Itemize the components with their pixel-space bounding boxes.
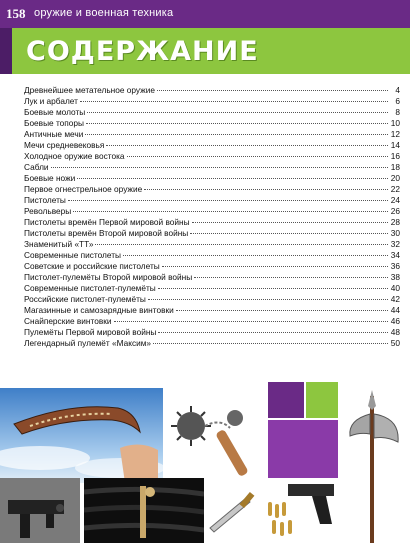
pistol-cartridges-photo (262, 478, 340, 543)
toc-leader-dots (176, 310, 388, 311)
toc-entry-title: Пулемёты Первой мировой войны (24, 327, 157, 337)
toc-entry-page: 16 (390, 151, 400, 161)
toc-entry-page: 48 (390, 327, 400, 337)
toc-entry-title: Боевые молоты (24, 107, 86, 117)
toc-leader-dots (85, 134, 388, 135)
toc-entry (24, 316, 400, 327)
toc-entry-page: 46 (390, 316, 400, 326)
toc-entry (24, 195, 400, 206)
toc-leader-dots (95, 244, 388, 245)
toc-entry-page: 14 (390, 140, 400, 150)
submachine-gun-photo (0, 478, 80, 543)
toc-entry (24, 261, 400, 272)
toc-leader-dots (68, 200, 388, 201)
toc-entry-page: 42 (390, 294, 400, 304)
toc-entry-title: Российские пистолет-пулемёты (24, 294, 146, 304)
toc-entry-title: Снайперские винтовки (24, 316, 112, 326)
toc-leader-dots (190, 233, 388, 234)
flail-photo (165, 388, 265, 483)
toc-entry (24, 283, 400, 294)
toc-entry (24, 118, 400, 129)
toc-entry-title: Древнейшее метательное оружие (24, 85, 155, 95)
toc-entry-title: Револьверы (24, 206, 72, 216)
toc-entry-page: 50 (390, 338, 400, 348)
toc-entry-title: Магазинные и самозарядные винтовки (24, 305, 174, 315)
toc-entry-page: 6 (395, 96, 400, 106)
toc-entry-page: 20 (390, 173, 400, 183)
toc-entry (24, 85, 400, 96)
toc-entry (24, 272, 400, 283)
page-title: СОДЕРЖАНИЕ (26, 36, 259, 67)
toc-entry-page: 18 (390, 162, 400, 172)
photo-strip (0, 378, 410, 543)
decor-square-dark (268, 382, 304, 418)
toc-entry-title: Советские и российские пистолеты (24, 261, 160, 271)
toc-entry (24, 151, 400, 162)
toc-entry-title: Пистолеты времён Второй мировой войны (24, 228, 189, 238)
toc-entry (24, 294, 400, 305)
toc-entry-title: Лук и арбалет (24, 96, 78, 106)
toc-leader-dots (73, 211, 388, 212)
toc-entry (24, 96, 400, 107)
toc-entry-page: 44 (390, 305, 400, 315)
toc-entry-page: 32 (390, 239, 400, 249)
toc-leader-dots (162, 266, 388, 267)
toc-leader-dots (158, 332, 388, 333)
toc-entry-page: 30 (390, 228, 400, 238)
toc-leader-dots (80, 101, 388, 102)
toc-entry-title: Сабли (24, 162, 49, 172)
toc-leader-dots (158, 288, 388, 289)
toc-leader-dots (77, 178, 388, 179)
toc-entry-page: 8 (395, 107, 400, 117)
toc-entry-title: Боевые топоры (24, 118, 84, 128)
toc-entry-title: Античные мечи (24, 129, 84, 139)
katana-swords-photo (84, 478, 204, 543)
toc-leader-dots (194, 277, 388, 278)
toc-entry-page: 22 (390, 184, 400, 194)
toc-entry-page: 26 (390, 206, 400, 216)
toc-entry (24, 162, 400, 173)
page-number: 158 (6, 6, 26, 21)
toc-leader-dots (87, 112, 388, 113)
toc-entry (24, 305, 400, 316)
toc-leader-dots (157, 90, 388, 91)
toc-leader-dots (127, 156, 388, 157)
toc-entry-page: 10 (390, 118, 400, 128)
toc-entry (24, 129, 400, 140)
decor-square-green (306, 382, 338, 418)
toc-entry (24, 107, 400, 118)
toc-entry-title: Современные пистолеты (24, 250, 121, 260)
table-of-contents (24, 85, 400, 349)
toc-entry (24, 250, 400, 261)
toc-entry-title: Легендарный пулемёт «Максим» (24, 338, 152, 348)
toc-leader-dots (153, 343, 388, 344)
toc-leader-dots (123, 255, 388, 256)
toc-entry-page: 40 (390, 283, 400, 293)
toc-entry (24, 239, 400, 250)
toc-entry-page: 38 (390, 272, 400, 282)
toc-entry-title: Боевые ножи (24, 173, 76, 183)
toc-leader-dots (106, 145, 388, 146)
toc-entry (24, 184, 400, 195)
toc-entry-page: 28 (390, 217, 400, 227)
boomerang-photo (0, 388, 163, 483)
toc-entry-page: 36 (390, 261, 400, 271)
running-head: оружие и военная техника (34, 7, 174, 19)
toc-entry (24, 140, 400, 151)
decor-square-light (268, 420, 338, 480)
toc-leader-dots (114, 321, 389, 322)
toc-entry-page: 24 (390, 195, 400, 205)
dagger-photo (206, 478, 260, 543)
toc-entry-title: Холодное оружие востока (24, 151, 125, 161)
toc-entry-page: 34 (390, 250, 400, 260)
toc-entry-title: Мечи средневековья (24, 140, 105, 150)
toc-entry (24, 338, 400, 349)
halberd-photo (340, 386, 404, 543)
toc-entry-title: Знаменитый «ТТ» (24, 239, 94, 249)
toc-entry-title: Пистолеты (24, 195, 66, 205)
toc-entry-title: Пистолеты времён Первой мировой войны (24, 217, 190, 227)
toc-leader-dots (51, 167, 388, 168)
toc-leader-dots (144, 189, 388, 190)
toc-entry (24, 217, 400, 228)
toc-leader-dots (192, 222, 388, 223)
toc-entry (24, 173, 400, 184)
toc-leader-dots (86, 123, 388, 124)
toc-entry (24, 327, 400, 338)
toc-entry (24, 206, 400, 217)
toc-entry-title: Современные пистолет-пулемёты (24, 283, 156, 293)
toc-entry-title: Пистолет-пулемёты Второй мировой войны (24, 272, 193, 282)
toc-entry (24, 228, 400, 239)
toc-entry-page: 12 (390, 129, 400, 139)
toc-leader-dots (148, 299, 388, 300)
title-band-accent (0, 28, 12, 74)
toc-entry-page: 4 (395, 85, 400, 95)
toc-entry-title: Первое огнестрельное оружие (24, 184, 143, 194)
